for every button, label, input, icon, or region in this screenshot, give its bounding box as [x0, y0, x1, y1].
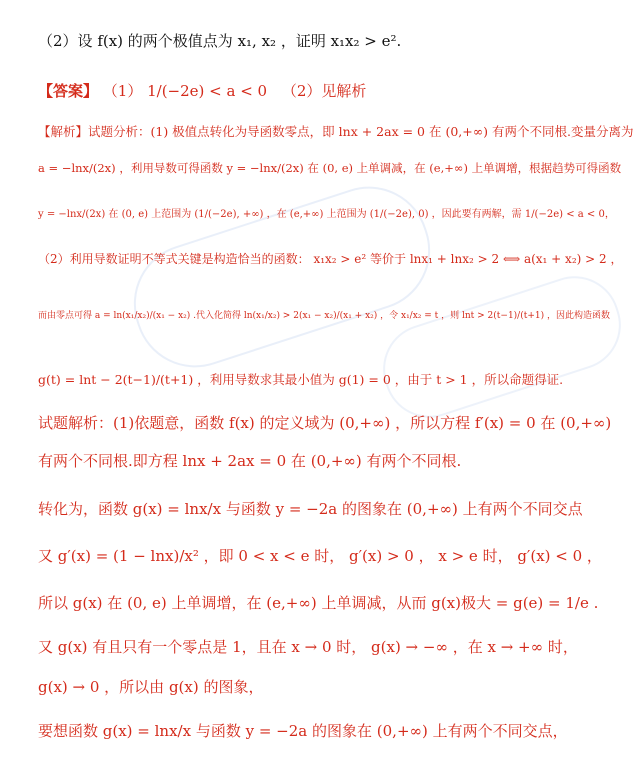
solution-line-2: 有两个不同根.即方程 lnx + 2ax = 0 在 (0,+∞) 有两个不同根. — [38, 452, 462, 470]
analysis-line-6: g(t) = lnt − 2(t−1)/(t+1) ，利用导数求其最小值为 g(1) = 0 ，由于 t > 1 ，所以命题得证. — [38, 372, 564, 387]
question-text: 设 f(x) 的两个极值点为 x₁, x₂ ，证明 x₁x₂ > e². — [77, 32, 402, 50]
analysis-line-1: 【解析】试题分析：(1) 极值点转化为导函数零点，即 lnx + 2ax = 0 在 (0,+∞) 有两个不同根.变量分离为 — [38, 124, 634, 139]
analysis-line-4: （2）利用导数证明不等式关键是构造恰当的函数： x₁x₂ > e² 等价于 lnx₁ + lnx₂ > 2 ⟺ a(x₁ + x₂) > 2 ， — [38, 252, 623, 266]
analysis-line-2: a = −lnx/(2x) ，利用导数可得函数 y = −lnx/(2x) 在 (0, e) 上单调减，在 (e,+∞) 上单调增，根据趋势可得函数 — [38, 161, 622, 175]
solution-line-4: 又 g′(x) = (1 − lnx)/x² ，即 0 < x < e 时， g′(x) > 0 ， x > e 时， g′(x) < 0 ， — [38, 547, 602, 565]
question-number: （2） — [38, 32, 78, 50]
solution-line-8: 要想函数 g(x) = lnx/x 与函数 y = −2a 的图象在 (0,+∞) 上有两个不同交点， — [38, 722, 568, 740]
analysis-line-5: 而由零点可得 a = ln(x₁/x₂)/(x₁ − x₂) .代入化简得 ln(x₁/x₂) > 2(x₁ − x₂)/(x₁ + x₂) ，令 x₁/x₂ = t ，则 lnt > 2(t−1)/(t+1) ，因此构造函数 — [38, 311, 610, 321]
answer-label: 【答案】 — [38, 82, 99, 100]
solution-line-3: 转化为，函数 g(x) = lnx/x 与函数 y = −2a 的图象在 (0,+∞) 上有两个不同交点 — [38, 500, 583, 518]
question-line — [38, 30, 401, 51]
solution-line-7: g(x) → 0 ，所以由 g(x) 的图象， — [38, 678, 264, 696]
solution-line-5: 所以 g(x) 在 (0, e) 上单调增，在 (e,+∞) 上单调减，从而 g(x)极大 = g(e) = 1/e . — [38, 594, 599, 612]
analysis-line-3: y = −lnx/(2x) 在 (0, e) 上范围为 (1/(−2e), +∞) ，在 (e,+∞) 上范围为 (1/(−2e), 0) ，因此要有两解，需 1/(−2e) < a < 0， — [38, 209, 615, 220]
answer-part1: （1） 1/(−2e) < a < 0 — [102, 82, 268, 100]
answer-part2: （2）见解析 — [281, 82, 367, 100]
answer-line — [38, 80, 366, 101]
solution-line-1: 试题解析：(1)依题意，函数 f(x) 的定义域为 (0,+∞) ，所以方程 f′(x) = 0 在 (0,+∞) — [38, 414, 612, 432]
solution-line-6: 又 g(x) 有且只有一个零点是 1，且在 x → 0 时， g(x) → −∞ ，在 x → +∞ 时， — [38, 638, 578, 656]
